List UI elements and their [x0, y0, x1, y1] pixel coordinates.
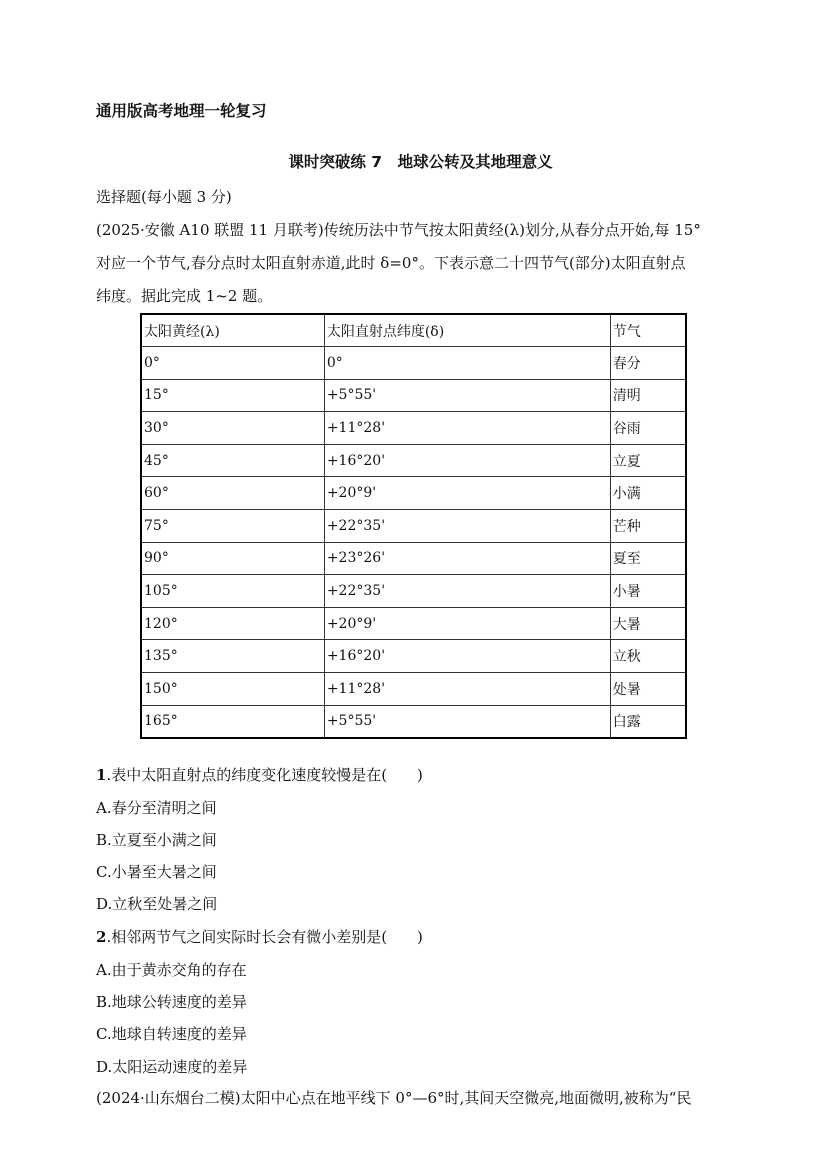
cell-longitude: 120°: [141, 607, 324, 640]
doc-header: 通用版高考地理一轮复习: [96, 102, 267, 120]
option-a: A.由于黄赤交角的存在: [96, 961, 247, 979]
table-row: [141, 379, 686, 412]
cell-term: 白露: [610, 705, 686, 738]
solar-term-table: [140, 313, 687, 739]
option-c: C.地球自转速度的差异: [96, 1025, 247, 1043]
cell-longitude: 135°: [141, 640, 324, 673]
cell-latitude: +5°55': [324, 379, 610, 412]
question-stem: .表中太阳直射点的纬度变化速度较慢是在( ): [106, 766, 423, 784]
question-number: 2: [96, 928, 107, 946]
cell-term: 春分: [610, 347, 686, 380]
section-label: 选择题(每小题 3 分): [96, 188, 232, 206]
cell-latitude: +11°28': [324, 673, 610, 706]
table-row: [141, 412, 686, 445]
cell-longitude: 60°: [141, 477, 324, 510]
cell-term: 夏至: [610, 542, 686, 575]
table-header-row: [141, 314, 686, 347]
cell-term: 谷雨: [610, 412, 686, 445]
cell-longitude: 15°: [141, 379, 324, 412]
cell-longitude: 165°: [141, 705, 324, 738]
table-row: [141, 705, 686, 738]
cell-term: 立夏: [610, 444, 686, 477]
table-row: [141, 542, 686, 575]
intro-line: (2025·安徽 A10 联盟 11 月联考)传统历法中节气按太阳黄经(λ)划分,从春分点开始,每 15°: [96, 221, 701, 239]
table-row: [141, 640, 686, 673]
cell-latitude: +22°35': [324, 575, 610, 608]
option-a: A.春分至清明之间: [96, 799, 217, 817]
cell-term: 处暑: [610, 673, 686, 706]
cell-longitude: 105°: [141, 575, 324, 608]
question-1: [96, 764, 423, 785]
cell-term: 小暑: [610, 575, 686, 608]
cell-longitude: 0°: [141, 347, 324, 380]
question-2: [96, 926, 423, 947]
cell-longitude: 90°: [141, 542, 324, 575]
cell-term: 大暑: [610, 607, 686, 640]
table-row: [141, 607, 686, 640]
cell-latitude: +20°9': [324, 607, 610, 640]
table-row: [141, 510, 686, 543]
intro-paragraph: [96, 214, 744, 313]
table-row: [141, 477, 686, 510]
cell-latitude: +22°35': [324, 510, 610, 543]
question-number: 1: [96, 766, 107, 784]
table-row: [141, 673, 686, 706]
header-term: 节气: [610, 314, 686, 347]
option-b: B.地球公转速度的差异: [96, 993, 247, 1011]
page-title: 课时突破练 7 地球公转及其地理意义: [288, 153, 553, 171]
option-d: D.立秋至处暑之间: [96, 895, 218, 913]
table-row: [141, 347, 686, 380]
cell-latitude: +11°28': [324, 412, 610, 445]
table-row: [141, 444, 686, 477]
cell-term: 小满: [610, 477, 686, 510]
intro-line: 对应一个节气,春分点时太阳直射赤道,此时 δ=0°。下表示意二十四节气(部分)太阳直射点: [96, 254, 686, 272]
cell-latitude: +16°20': [324, 444, 610, 477]
question-stem: .相邻两节气之间实际时长会有微小差别是( ): [106, 928, 423, 946]
option-b: B.立夏至小满之间: [96, 831, 217, 849]
cell-latitude: +20°9': [324, 477, 610, 510]
cell-term: 立秋: [610, 640, 686, 673]
cell-term: 清明: [610, 379, 686, 412]
cell-longitude: 75°: [141, 510, 324, 543]
next-passage-intro: (2024·山东烟台二模)太阳中心点在地平线下 0°—6°时,其间天空微亮,地面微明,被称为“民: [96, 1089, 692, 1107]
cell-latitude: +16°20': [324, 640, 610, 673]
header-latitude: 太阳直射点纬度(δ): [324, 314, 610, 347]
cell-latitude: +23°26': [324, 542, 610, 575]
intro-line: 纬度。据此完成 1~2 题。: [96, 287, 273, 305]
cell-longitude: 45°: [141, 444, 324, 477]
option-c: C.小暑至大暑之间: [96, 863, 217, 881]
cell-latitude: 0°: [324, 347, 610, 380]
cell-longitude: 150°: [141, 673, 324, 706]
cell-term: 芒种: [610, 510, 686, 543]
cell-longitude: 30°: [141, 412, 324, 445]
option-d: D.太阳运动速度的差异: [96, 1058, 248, 1076]
cell-latitude: +5°55': [324, 705, 610, 738]
header-longitude: 太阳黄经(λ): [141, 314, 324, 347]
table-row: [141, 575, 686, 608]
